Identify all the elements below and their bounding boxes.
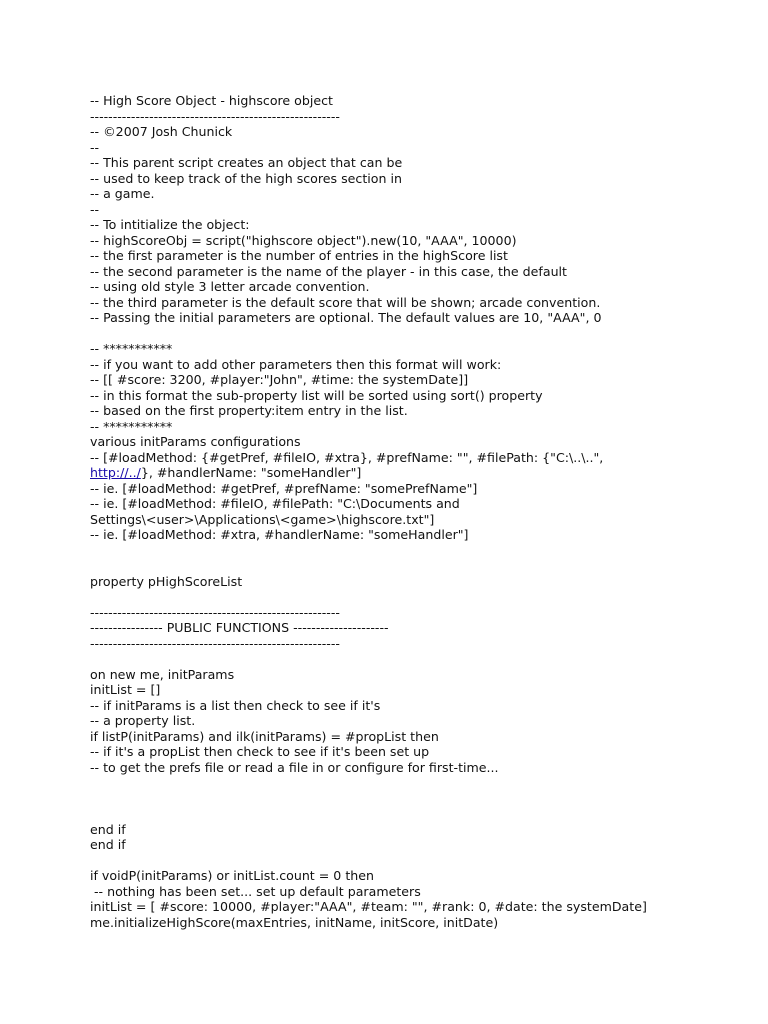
spacer [90, 543, 750, 559]
code-line: -- the first parameter is the number of entries in the highScore list [90, 248, 508, 263]
code-line: -- ie. [#loadMethod: #fileIO, #filePath: "C:\Documents and [90, 496, 460, 511]
spacer [90, 791, 750, 807]
code-line: -- ie. [#loadMethod: #xtra, #handlerName: "someHandler"] [90, 527, 469, 542]
code-line: -- This parent script creates an object that can be [90, 155, 403, 170]
code-line: -- Passing the initial parameters are optional. The default values are 10, "AAA", 0 [90, 310, 602, 325]
document-body [90, 93, 750, 930]
code-line: -- a property list. [90, 713, 196, 728]
spacer [90, 326, 750, 342]
code-line: -- if it's a propList then check to see if it's been set up [90, 744, 430, 759]
url-link[interactable]: http://../ [90, 465, 141, 480]
code-line: -- in this format the sub-property list will be sorted using sort() property [90, 387, 543, 403]
spacer [90, 853, 750, 869]
default-params-block [90, 868, 750, 930]
code-line: -- ©2007 Josh Chunick [90, 124, 233, 139]
code-line: -- a game. [90, 186, 155, 201]
code-line: -- To intitialize the object: [90, 217, 250, 232]
header-comment-block [90, 93, 750, 326]
code-line: -- [[ #score: 3200, #player:"John", #time: the systemDate]] [90, 372, 469, 387]
code-line: -- the third parameter is the default score that will be shown; arcade convention. [90, 294, 601, 310]
code-line: initList = [] [90, 682, 161, 697]
end-if-block [90, 822, 750, 853]
spacer [90, 558, 750, 574]
code-line: -- the second parameter is the name of the player - in this case, the default [90, 263, 567, 279]
code-line: -- if you want to add other parameters then this format will work: [90, 356, 502, 372]
spacer [90, 806, 750, 822]
code-line: -- highScoreObj = script("highscore object").new(10, "AAA", 10000) [90, 232, 517, 248]
code-line: ---------------- PUBLIC FUNCTIONS --------------------- [90, 620, 389, 635]
property-declaration: property pHighScoreList [90, 573, 243, 589]
code-line: -- *********** [90, 418, 173, 434]
code-line: if listP(initParams) and ilk(initParams) = #propList then [90, 728, 439, 744]
spacer [90, 775, 750, 791]
new-handler-block [90, 667, 750, 776]
code-line: ------------------------------------------------------- [90, 635, 340, 651]
code-line: Settings\<user>\Applications\<game>\highscore.txt"] [90, 511, 435, 527]
code-line-with-link [90, 465, 750, 481]
public-functions-banner [90, 605, 750, 652]
code-line: -- *********** [90, 341, 173, 356]
code-line: -- based on the first property:item entry in the list. [90, 403, 408, 418]
code-line: ------------------------------------------------------- [90, 604, 340, 620]
code-line: -- nothing has been set... set up default parameters [90, 883, 421, 899]
code-line: -- if initParams is a list then check to see if it's [90, 697, 381, 713]
spacer [90, 651, 750, 667]
code-line: -- [#loadMethod: {#getPref, #fileIO, #xtra}, #prefName: "", #filePath: {"C:\..\..", [90, 449, 604, 465]
code-line-rest: }, #handlerName: "someHandler"] [140, 465, 362, 480]
code-line: -- used to keep track of the high scores section in [90, 170, 402, 186]
code-line: initList = [ #score: 10000, #player:"AAA", #team: "", #rank: 0, #date: the systemDate] [90, 899, 647, 914]
code-line: various initParams configurations [90, 434, 301, 449]
code-line: if voidP(initParams) or initList.count = 0 then [90, 868, 374, 883]
code-line: -- [90, 201, 100, 217]
code-line: -- High Score Object - highscore object [90, 93, 333, 108]
code-line: end if [90, 837, 126, 852]
code-line: -- to get the prefs file or read a file in or configure for first-time... [90, 759, 499, 775]
spacer [90, 589, 750, 605]
code-line: -- [90, 139, 100, 155]
code-line: -- ie. [#loadMethod: #getPref, #prefName: "somePrefName"] [90, 480, 478, 496]
params-comment-block [90, 341, 750, 543]
code-line: ------------------------------------------------------- [90, 108, 340, 124]
code-line: -- using old style 3 letter arcade convention. [90, 279, 370, 294]
code-line: on new me, initParams [90, 666, 235, 682]
code-line: me.initializeHighScore(maxEntries, initName, initScore, initDate) [90, 914, 499, 930]
code-line: end if [90, 821, 126, 837]
